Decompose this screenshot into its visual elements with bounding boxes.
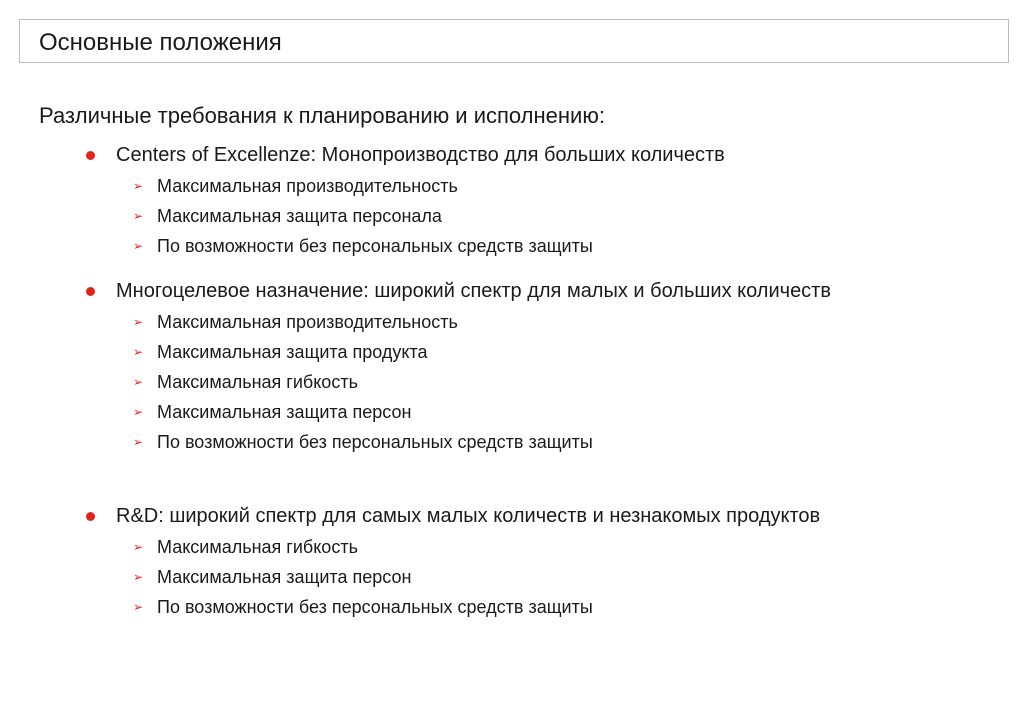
section-heading: [0, 141, 876, 169]
list-item: [0, 307, 1024, 337]
list-item-text: Максимальная защита персонала: [157, 206, 442, 226]
list-item-text: Максимальная гибкость: [157, 537, 358, 557]
list-item-text: Максимальная защита персон: [157, 567, 412, 587]
list-item: [0, 532, 1024, 562]
title-box: [19, 19, 1009, 63]
list-item: [0, 231, 1024, 261]
list-item: [0, 427, 1024, 457]
red-arrow-bullet-icon: ➢: [133, 315, 144, 329]
red-arrow-bullet-icon: ➢: [133, 600, 144, 614]
red-arrow-bullet-icon: ➢: [133, 570, 144, 584]
section-centers-of-excellence: [0, 141, 1024, 261]
section-heading-text: Многоцелевое назначение: широкий спектр для малых и больших количеств: [116, 280, 831, 302]
list-item: [0, 171, 1024, 201]
section-heading-text: Centers of Excellenze: Монопроизводство для больших количеств: [116, 144, 725, 166]
red-arrow-bullet-icon: ➢: [133, 179, 144, 193]
list-item: [0, 201, 1024, 231]
list-item-text: Максимальная защита продукта: [157, 342, 428, 362]
section-rnd: [0, 502, 1024, 622]
intro-text: Различные требования к планированию и исполнению:: [39, 103, 605, 128]
list-item: [0, 592, 1024, 622]
list-item: [0, 397, 1024, 427]
red-arrow-bullet-icon: ➢: [133, 405, 144, 419]
section-heading: [0, 277, 876, 305]
red-arrow-bullet-icon: ➢: [133, 239, 144, 253]
list-item-text: По возможности без персональных средств защиты: [157, 432, 593, 452]
sub-list: [0, 307, 1024, 457]
list-item-text: По возможности без персональных средств защиты: [157, 236, 593, 256]
red-dot-bullet-icon: [86, 512, 95, 521]
red-dot-bullet-icon: [86, 151, 95, 160]
section-multipurpose: [0, 277, 1024, 457]
red-arrow-bullet-icon: ➢: [133, 375, 144, 389]
list-item-text: Максимальная производительность: [157, 312, 458, 332]
red-dot-bullet-icon: [86, 287, 95, 296]
section-heading-text: R&D: широкий спектр для самых малых количеств и незнакомых продуктов: [116, 505, 821, 527]
red-arrow-bullet-icon: ➢: [133, 435, 144, 449]
page-title: Основные положения: [39, 29, 282, 56]
sub-list: [0, 171, 1024, 261]
red-arrow-bullet-icon: ➢: [133, 345, 144, 359]
list-item-text: Максимальная гибкость: [157, 372, 358, 392]
red-arrow-bullet-icon: ➢: [133, 540, 144, 554]
red-arrow-bullet-icon: ➢: [133, 209, 144, 223]
list-item: [0, 562, 1024, 592]
list-item: [0, 367, 1024, 397]
list-item-text: Максимальная производительность: [157, 176, 458, 196]
list-item: [0, 337, 1024, 367]
section-heading: [0, 502, 876, 530]
list-item-text: Максимальная защита персон: [157, 402, 412, 422]
sub-list: [0, 532, 1024, 622]
list-item-text: По возможности без персональных средств защиты: [157, 597, 593, 617]
